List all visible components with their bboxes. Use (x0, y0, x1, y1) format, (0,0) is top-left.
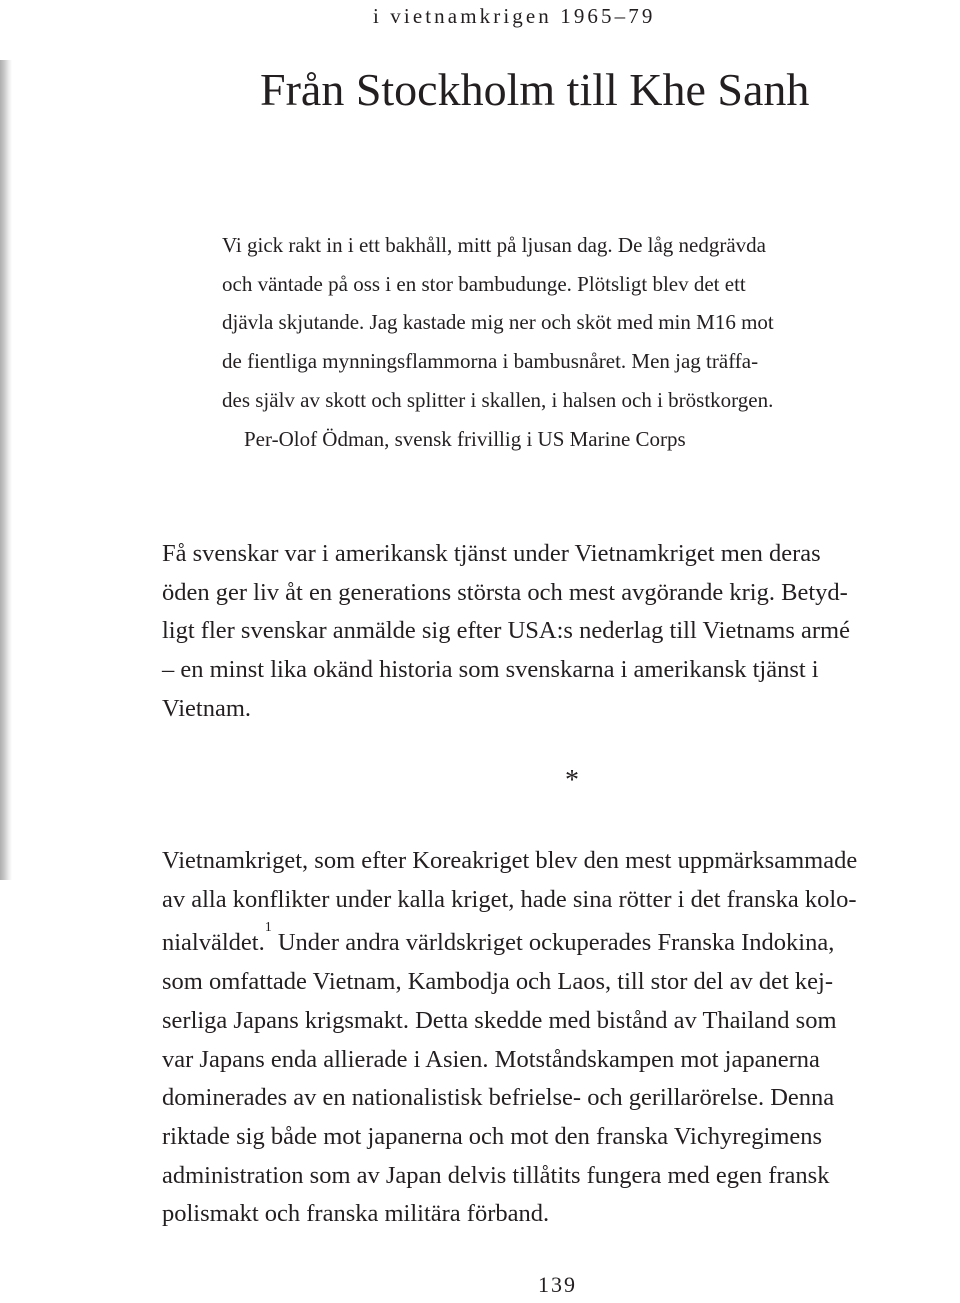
text-line: Få svenskar var i amerikansk tjänst under Vietnamkriget men deras (162, 540, 821, 567)
text-line: öden ger liv åt en generations största och mest avgörande krig. Betyd- (162, 578, 848, 606)
page-number: 139 (538, 1272, 577, 1297)
text-line: serliga Japans krigsmakt. Detta skedde med bistånd av Thailand som (162, 1006, 837, 1034)
text-segment: Under andra världskriget ockuperades Franska Indokina, (271, 929, 835, 957)
epigraph-line: de fientliga mynningsflammorna i bambusnåret. Men jag träffa- (222, 349, 759, 374)
chapter-title: Från Stockholm till Khe Sanh (260, 64, 810, 115)
epigraph-line: och väntade på oss i en stor bambudunge. Plötsligt blev det ett (222, 271, 746, 296)
epigraph-line: des själv av skott och splitter i skallen, i halsen och i bröstkorgen. (222, 387, 774, 412)
text-line: – en minst lika okänd historia som svenskarna i amerikansk tjänst i (162, 656, 819, 684)
text-line: av alla konflikter under kalla kriget, hade sina rötter i det franska kolo- (162, 885, 857, 913)
body-paragraph (162, 535, 960, 729)
footnote-reference[interactable]: 1 (264, 920, 272, 936)
text-line: ligt fler svenskar anmälde sig efter USA:s nederlag till Vietnams armé (162, 617, 850, 645)
text-line: Vietnamkriget, som efter Koreakriget blev den mest uppmärksammade (162, 847, 858, 874)
text-line: var Japans enda allierade i Asien. Motståndskampen mot japanerna (162, 1045, 820, 1073)
text-segment: nialväldet. (162, 929, 265, 957)
epigraph-attribution: Per-Olof Ödman, svensk frivillig i US Marine Corps (244, 427, 686, 451)
scan-edge-shadow (0, 60, 12, 880)
text-line: polismakt och franska militära förband. (162, 1200, 550, 1228)
section-break-asterisk: * (565, 765, 579, 796)
text-line: riktade sig både mot japanerna och mot den franska Vichyregimens (162, 1123, 823, 1151)
text-line: Vietnam. (162, 694, 252, 722)
epigraph-line: djävla skjutande. Jag kastade mig ner och sköt med min M16 mot (222, 310, 774, 335)
epigraph (222, 226, 902, 420)
body-paragraph (162, 842, 960, 1234)
text-line: administration som av Japan delvis tillåtits fungera med egen fransk (162, 1161, 830, 1189)
text-line (162, 919, 960, 963)
running-head: i vietnamkrigen 1965–79 (373, 4, 656, 28)
text-line: dominerades av en nationalistisk befrielse- och gerillarörelse. Denna (162, 1084, 835, 1112)
epigraph-line: Vi gick rakt in i ett bakhåll, mitt på ljusan dag. De låg nedgrävda (222, 233, 767, 257)
text-line: som omfattade Vietnam, Kambodja och Laos, till stor del av det kej- (162, 968, 833, 996)
